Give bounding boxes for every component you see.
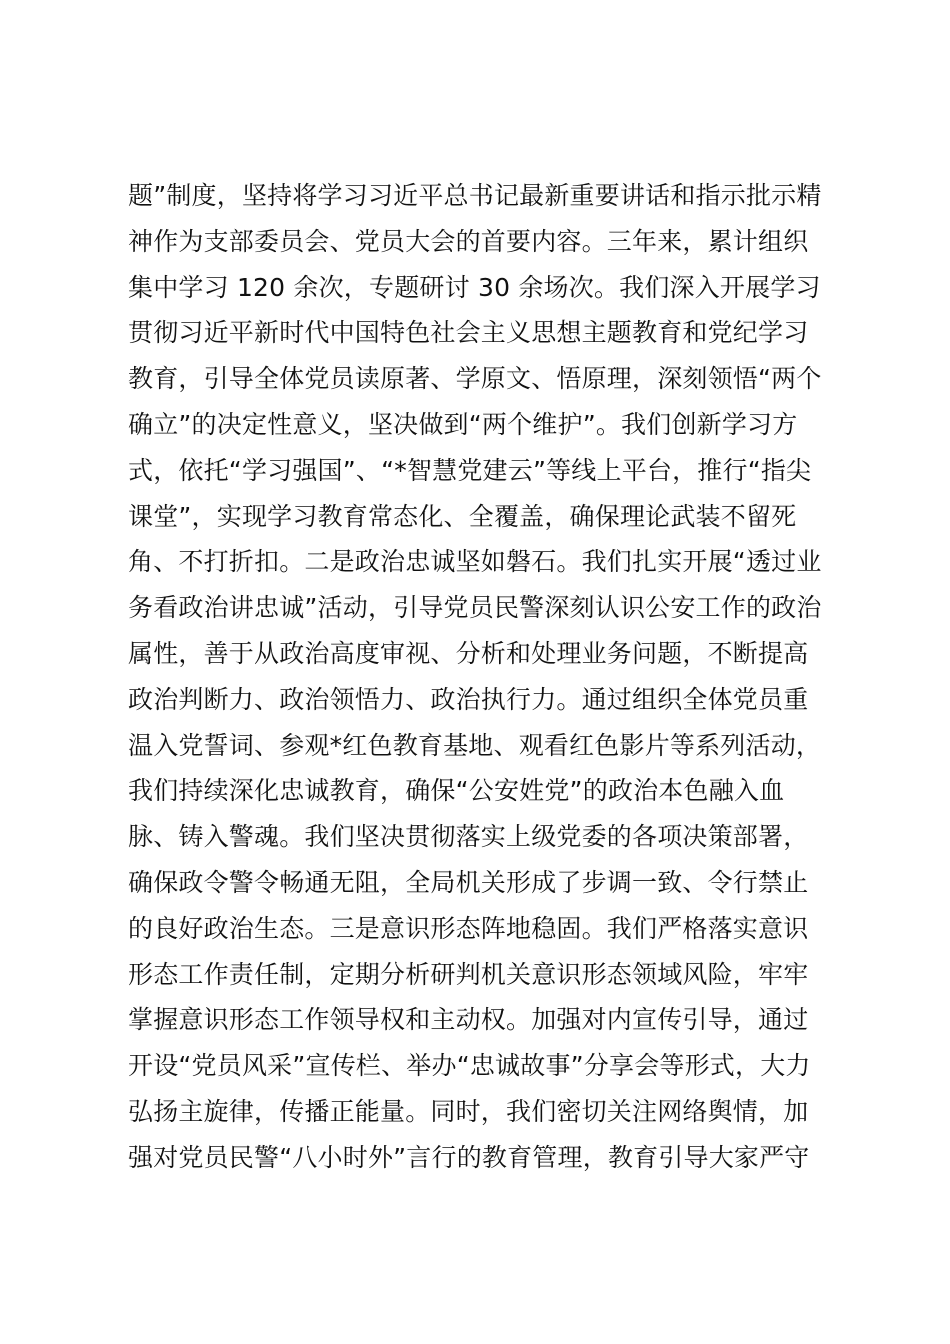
text-line: 题”制度，坚持将学习习近平总书记最新重要讲话和指示批示精: [128, 181, 822, 210]
text-line: 属性，善于从政治高度审视、分析和处理业务问题，不断提高: [128, 638, 809, 668]
text-line: 课堂”，实现学习教育常态化、全覆盖，确保理论武装不留死: [128, 501, 797, 531]
text-line: 的良好政治生态。三是意识形态阵地稳固。我们严格落实意识: [128, 913, 809, 943]
text-line: 式，依托“学习强国”、“*智慧党建云”等线上平台，推行“指尖: [128, 455, 812, 485]
text-line: 弘扬主旋律，传播正能量。同时，我们密切关注网络舆情，加: [128, 1096, 809, 1126]
text-line: 确立”的决定性意义，坚决做到“两个维护”。我们创新学习方: [128, 409, 798, 439]
text-line: 政治判断力、政治领悟力、政治执行力。通过组织全体党员重: [128, 684, 809, 714]
text-line: 教育，引导全体党员读原著、学原文、悟原理，深刻领悟“两个: [128, 364, 822, 394]
text-line: 温入党誓词、参观*红色教育基地、观看红色影片等系列活动，: [128, 730, 822, 760]
text-line: 形态工作责任制，定期分析研判机关意识形态领域风险，牢牢: [128, 959, 809, 989]
text-line: 强对党员民警“八小时外”言行的教育管理，教育引导大家严守: [128, 1142, 810, 1172]
text-line: 贯彻习近平新时代中国特色社会主义思想主题教育和党纪学习: [128, 318, 809, 348]
text-line: 脉、铸入警魂。我们坚决贯彻落实上级党委的各项决策部署，: [128, 822, 809, 852]
text-line: 集中学习 120 余次，专题研讨 30 余场次。我们深入开展学习: [128, 272, 821, 302]
text-line: 我们持续深化忠诚教育，确保“公安姓党”的政治本色融入血: [128, 776, 785, 806]
body-paragraph: [128, 178, 848, 1186]
text-line: 掌握意识形态工作领导权和主动权。加强对内宣传引导，通过: [128, 1005, 809, 1035]
text-line: 角、不打折扣。二是政治忠诚坚如磐石。我们扎实开展“透过业: [128, 547, 822, 577]
text-line: 开设“党员风采”宣传栏、举办“忠诚故事”分享会等形式，大力: [128, 1051, 811, 1081]
text-line: 务看政治讲忠诚”活动，引导党员民警深刻认识公安工作的政治: [128, 593, 822, 623]
text-line: 神作为支部委员会、党员大会的首要内容。三年来，累计组织: [128, 226, 809, 256]
text-line: 确保政令警令畅通无阻，全局机关形成了步调一致、令行禁止: [128, 867, 809, 897]
